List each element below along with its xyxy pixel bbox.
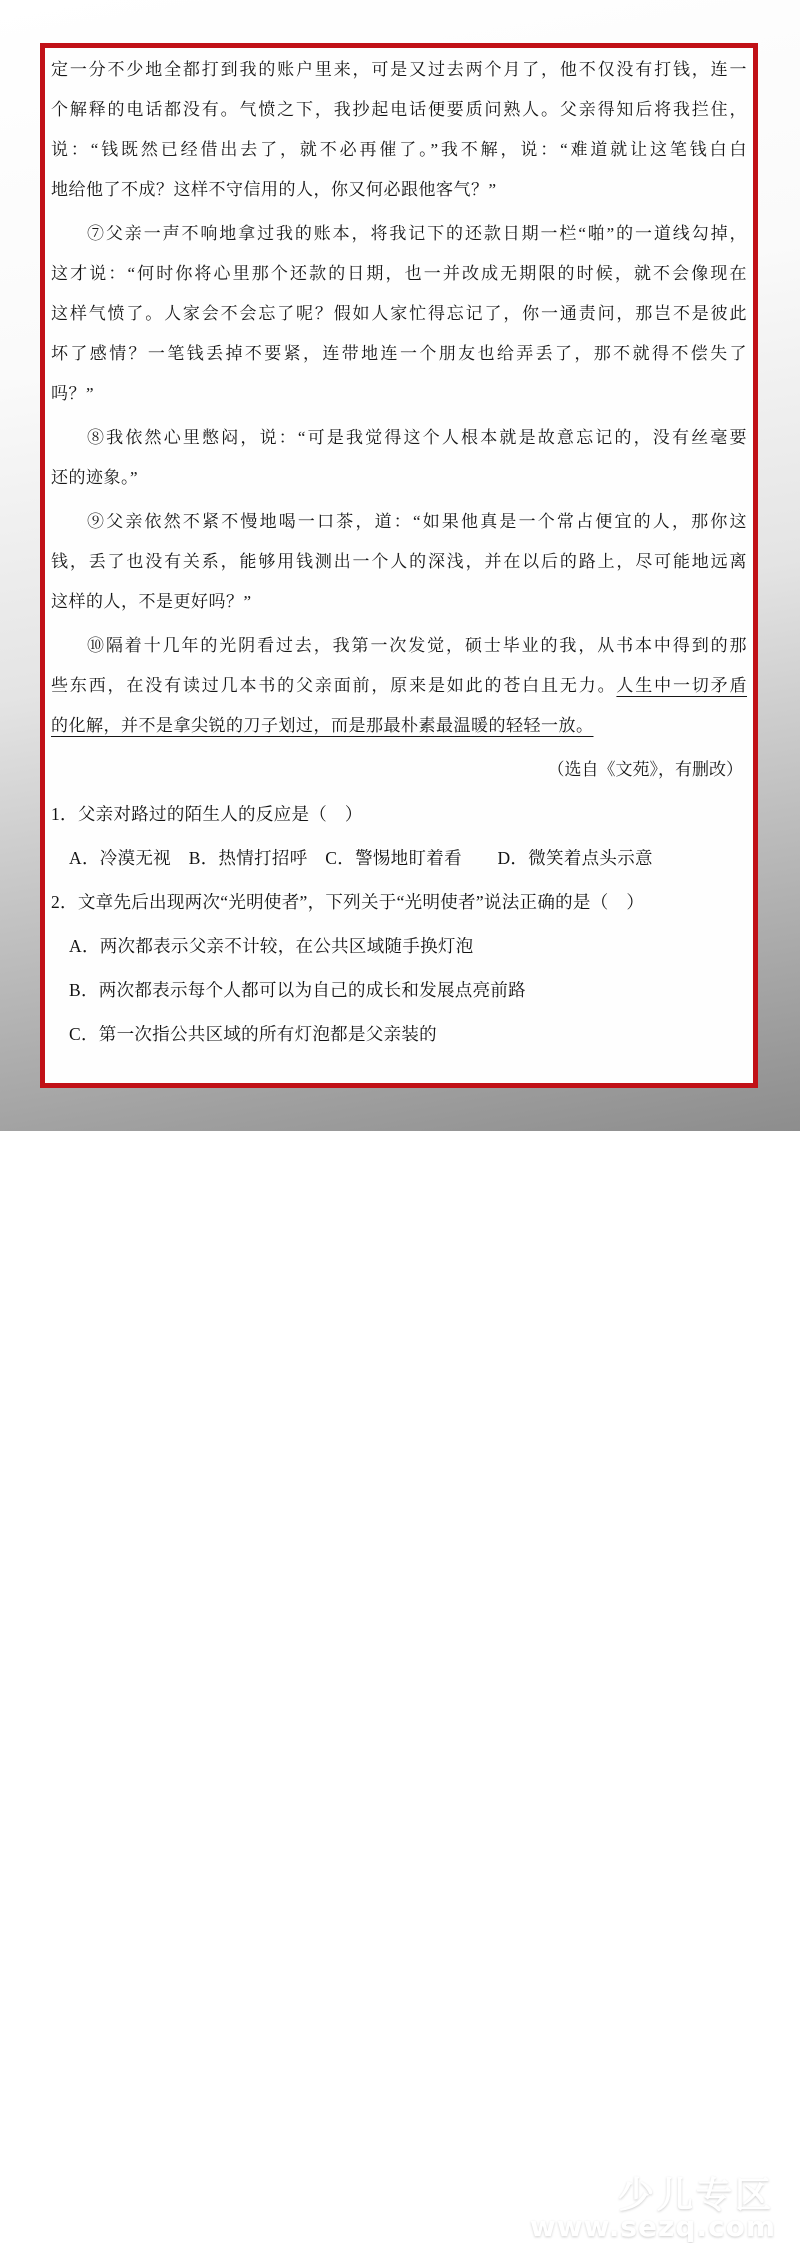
passage-line [51,130,747,170]
passage-line [51,214,747,254]
passage-line [51,334,747,374]
passage-text: 个解释的电话都没有。气愤之下，我抄起电话便要质问熟人。父亲得知后将我拦住， [51,100,747,119]
question-1-stem: 1．父亲对路过的陌生人的反应是（ ） [51,804,363,824]
passage-text: ⑨父亲依然不紧不慢地喝一口茶，道：“如果他真是一个常占便宜的人，那你这 [87,512,747,531]
source-attribution: （选自《文苑》，有删改） [547,760,743,779]
passage-paragraph [51,50,747,210]
passage-text: 坏了感情？一笔钱丢掉不要紧，连带地连一个朋友也给弄丢了，那不就得不偿失了 [51,344,747,363]
passage-paragraph [51,502,747,622]
passage-line [51,502,747,542]
passage-line [51,50,747,90]
passage-line [51,170,747,210]
passage-line [51,90,747,130]
passage-text: 定一分不少地全都打到我的账户里来，可是又过去两个月了，他不仅没有打钱，连一 [51,60,747,79]
question-2-option-line: B．两次都表示每个人都可以为自己的成长和发展点亮前路 [69,980,526,1000]
passage-text: ⑩隔着十几年的光阴看过去，我第一次发觉，硕士毕业的我，从书本中得到的那 [87,636,747,655]
watermark-site-url: www.sezq.com [529,2210,776,2243]
passage-line [51,294,747,334]
passage-line [51,666,747,706]
question-2-option-line: C．第一次指公共区域的所有灯泡都是父亲装的 [69,1024,437,1044]
passage-text: 这样气愤了。人家会不会忘了呢？假如人家忙得忘记了，你一通责问，那岂不是彼此 [51,304,747,323]
question-2-option-line: A．两次都表示父亲不计较，在公共区域随手换灯泡 [69,936,474,956]
passage-text: 还的迹象。” [51,468,139,487]
passage-text: 钱，丢了也没有关系，能够用钱测出一个人的深浅，并在以后的路上，尽可能地远离 [51,552,747,571]
passage-text: ⑦父亲一声不响地拿过我的账本，将我记下的还款日期一栏“啪”的一道线勾掉， [87,224,747,243]
underlined-text: 的化解，并不是拿尖锐的刀子划过，而是那最朴素最温暖的轻轻一放。 [51,716,594,735]
passage-line [51,374,747,414]
passage-line [51,626,747,666]
passage-text: 这样的人，不是更好吗？” [51,592,252,611]
passage-text: 些东西，在没有读过几本书的父亲面前，原来是如此的苍白且无力。 [51,676,617,695]
passage-text: 说：“钱既然已经借出去了，就不必再催了。”我不解，说：“难道就让这笔钱白白 [51,140,747,159]
passage-line [51,706,747,746]
question-1-option-line: A．冷漠无视 B．热情打招呼 C．警惕地盯着看 D．微笑着点头示意 [69,848,653,868]
passage-paragraph [51,418,747,498]
passage-text: 地给他了不成？这样不守信用的人，你又何必跟他客气？” [51,180,497,199]
passage-text: ⑧我依然心里憋闷，说：“可是我觉得这个人根本就是故意忘记的，没有丝毫要 [87,428,747,447]
passage-text: 这才说：“何时你将心里那个还款的日期，也一并改成无期限的时候，就不会像现在 [51,264,747,283]
passage-line [51,582,747,622]
reading-passage [51,50,747,746]
passage-line [51,418,747,458]
passage-line [51,254,747,294]
passage-paragraph [51,214,747,414]
watermark-site-name: 少儿专区 [617,2175,774,2216]
question-section [51,792,747,1056]
passage-text: 吗？” [51,384,95,403]
question-2-stem: 2．文章先后出现两次“光明使者”，下列关于“光明使者”说法正确的是（ ） [51,892,645,912]
underlined-text: 人生中一切矛盾 [616,676,748,695]
passage-line [51,542,747,582]
passage-line [51,458,747,498]
exam-page [40,43,758,1088]
passage-paragraph [51,626,747,746]
